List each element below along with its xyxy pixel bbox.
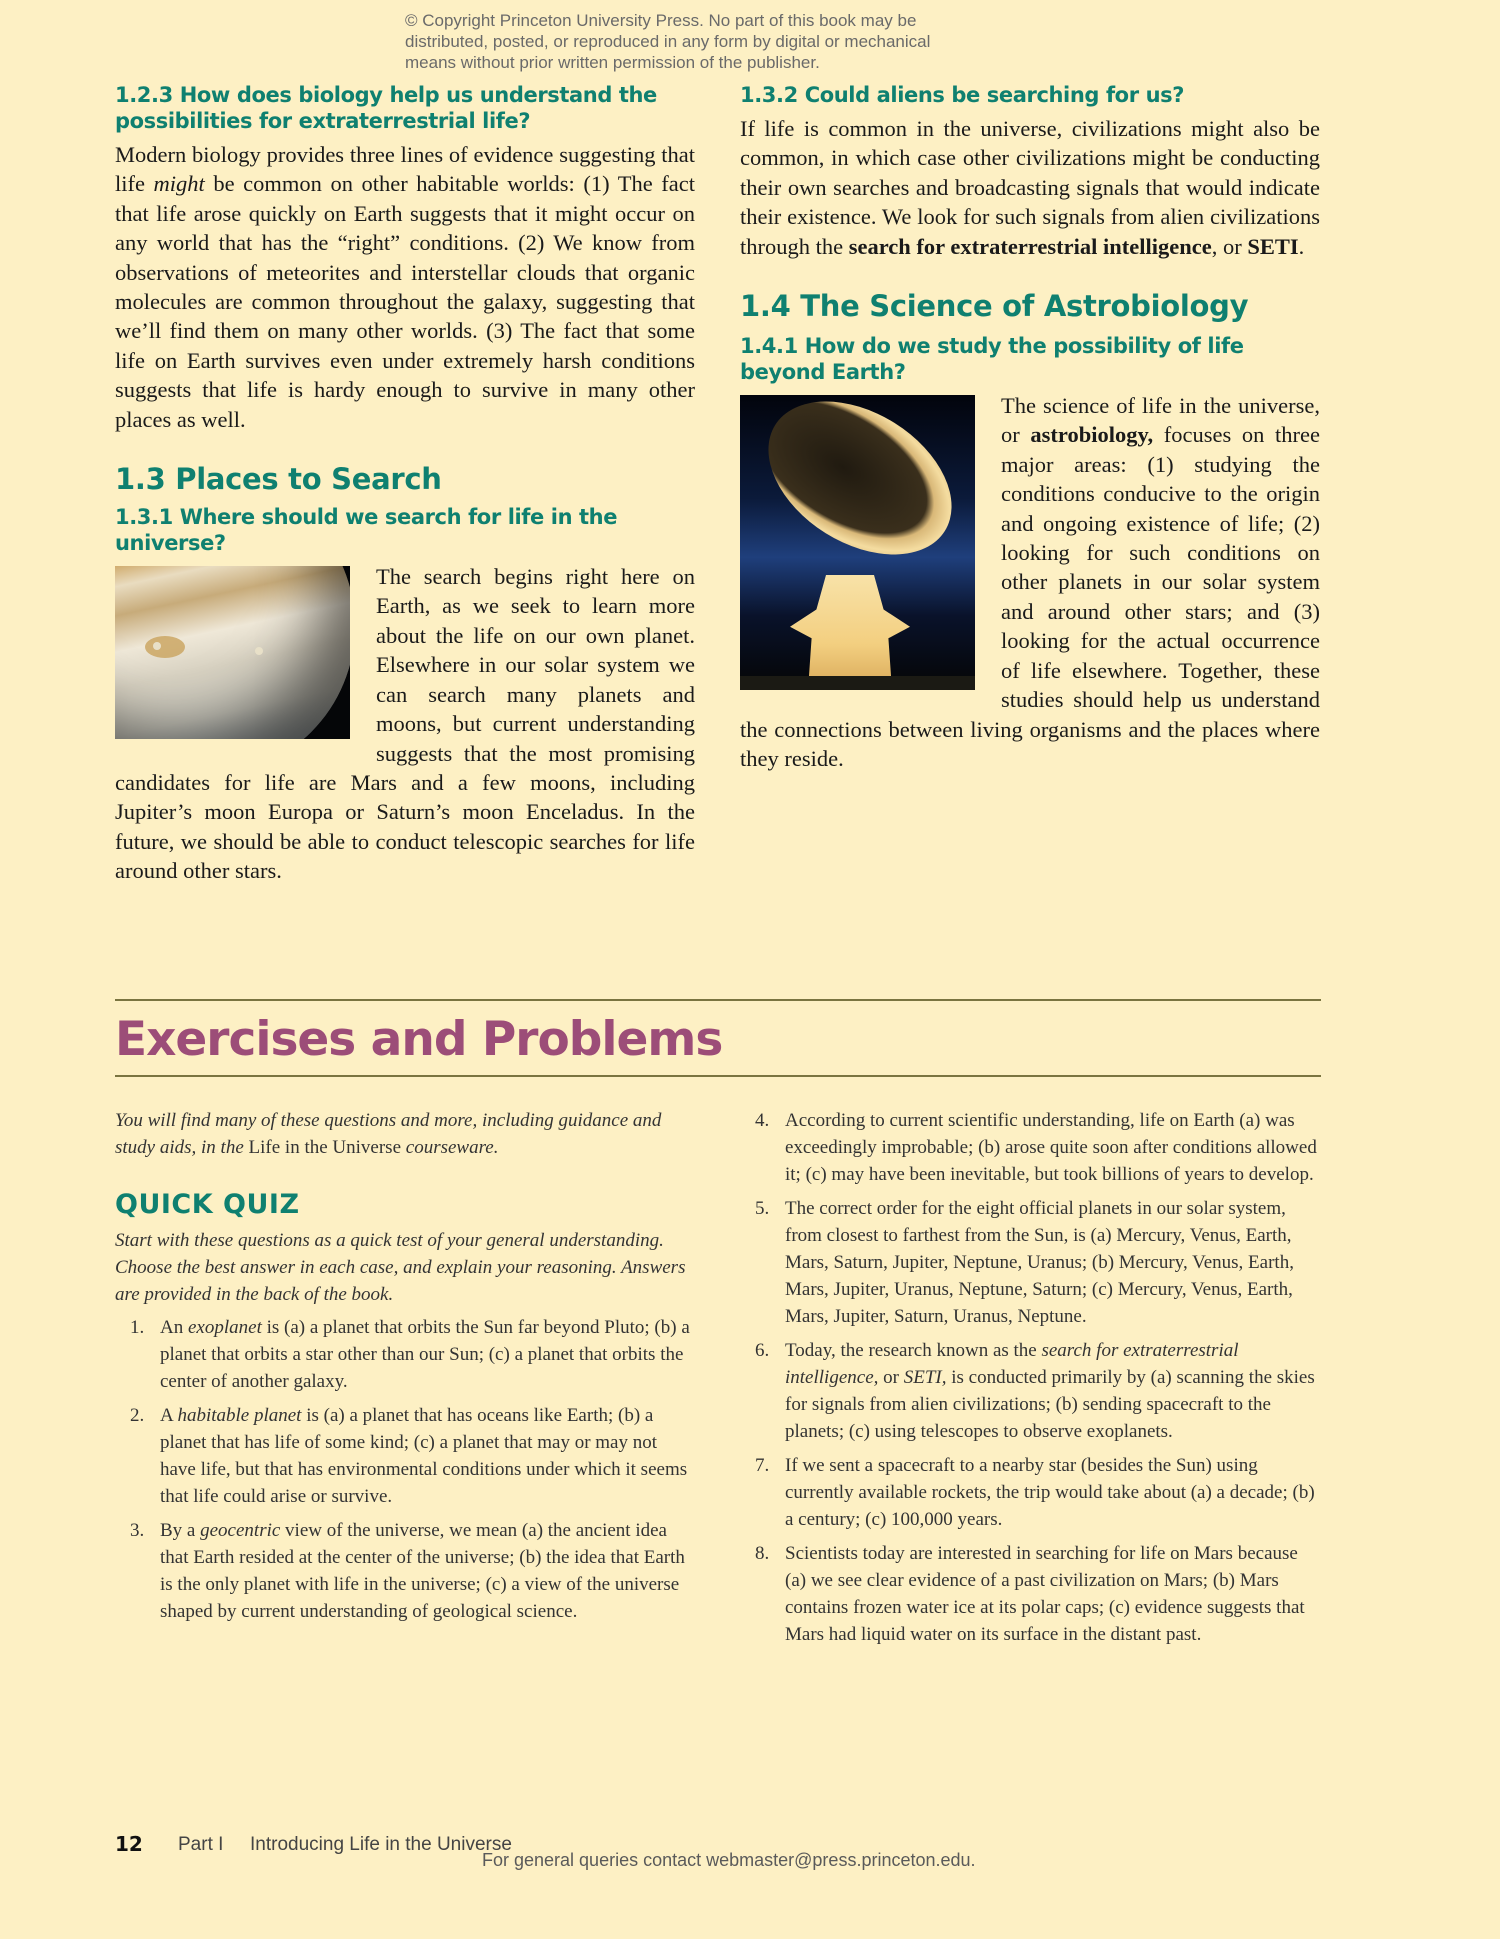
- text-run: The science of life in the universe, or: [1001, 393, 1320, 448]
- jupiter-image: [115, 566, 350, 739]
- term: SETI,: [903, 1367, 947, 1388]
- section-heading-1-2-3: 1.2.3 How does biology help us understand the possibilities for extraterrestrial life?: [115, 83, 657, 133]
- ground: [740, 676, 975, 690]
- text-run: Today, the research known as the: [785, 1340, 1042, 1361]
- divider-top: [115, 999, 1321, 1001]
- text-run: An: [160, 1317, 188, 1338]
- text-run: , or: [1211, 233, 1248, 259]
- radio-telescope-image: [740, 395, 975, 690]
- text-run: If life is common in the universe, civilizations might also be common, in which case other civilizations might be conducting their own searches and broadcasting signals that would indicate their existence. We look for such signals from alien civilizations through the: [740, 116, 1320, 259]
- term: habitable planet: [177, 1405, 302, 1426]
- dish-bowl: [741, 395, 975, 586]
- text-run: .: [1298, 233, 1305, 259]
- emphasis: might: [153, 171, 205, 197]
- term: search for extraterrestrial intelligence,: [785, 1340, 1239, 1388]
- text-run: Modern biology provides three lines of evidence suggesting that life: [115, 142, 695, 197]
- courseware-title: Life in the Universe: [248, 1137, 402, 1158]
- great-red-spot: [145, 636, 185, 658]
- text-run: According to current scientific understanding, life on Earth (a) was exceedingly improbable; (b) arose quite soon after conditions allowed it; (c) may have been inevitable, but took billions of years to develop.: [785, 1110, 1317, 1185]
- copyright-line: means without prior written permission of the publisher.: [405, 53, 820, 72]
- key-term: search for extraterrestrial intelligence: [848, 233, 1212, 259]
- quiz-question: [740, 1107, 1320, 1188]
- section-heading-1-4-1: 1.4.1 How do we study the possibility of life beyond Earth?: [740, 334, 1244, 385]
- exercises-right-column: [740, 1107, 1320, 1655]
- exercises-left-column: [115, 1107, 695, 1632]
- question-number: 3.: [130, 1520, 145, 1541]
- text-run: or: [878, 1367, 904, 1388]
- page-number: 12: [115, 1832, 143, 1856]
- moon-dot: [153, 642, 161, 650]
- quiz-question: [740, 1195, 1320, 1330]
- question-number: 7.: [755, 1455, 770, 1476]
- key-term: SETI: [1247, 233, 1299, 259]
- term: geocentric: [200, 1520, 281, 1541]
- section-body: [115, 562, 695, 885]
- text-run: You will find many of these questions and more, including guidance and study aids, in the: [115, 1110, 662, 1158]
- moon-dot: [255, 647, 263, 655]
- section-body: [740, 391, 1320, 773]
- text-run: By a: [160, 1520, 201, 1541]
- quiz-question: [115, 1402, 695, 1510]
- copyright-line: © Copyright Princeton University Press. No part of this book may be: [405, 11, 917, 30]
- quiz-question: [115, 1517, 695, 1625]
- quick-quiz-intro: Start with these questions as a quick test of your general understanding. Choose the best answer in each case, and explain your reasoning. Answers are provided in the back of the book.: [115, 1230, 686, 1305]
- text-run: A: [160, 1405, 178, 1426]
- text-run: Scientists today are interested in searching for life on Mars because (a) we see clear evidence of a past civilization on Mars; (b) Mars contains frozen water ice at its polar caps; (c) evidence suggests that Mars had liquid water on its surface in the distant past.: [785, 1543, 1305, 1645]
- section-paragraph: [115, 140, 695, 434]
- quiz-question: [740, 1540, 1320, 1648]
- key-term: astrobiology,: [1030, 422, 1154, 448]
- quick-quiz-heading: QUICK QUIZ: [115, 1189, 300, 1220]
- left-column: [115, 82, 695, 886]
- quiz-question: [740, 1452, 1320, 1533]
- quiz-list-right: [740, 1107, 1320, 1648]
- part-word: Part: [178, 1834, 213, 1855]
- quiz-list-left: [115, 1314, 695, 1625]
- text-run: If we sent a spacecraft to a nearby star (besides the Sun) using currently available rockets, the trip would take about (a) a decade; (b) a century; (c) 100,000 years.: [785, 1455, 1315, 1530]
- question-number: 6.: [755, 1340, 770, 1361]
- copyright-notice: [405, 10, 1045, 73]
- text-run: is (a) a planet that has oceans like Earth; (b) a planet that has life of some kind; (c) a planet that may or may not have life, but that has environmental conditions under which it seems that life could arise or survive.: [160, 1405, 688, 1507]
- divider-bottom: [115, 1075, 1321, 1077]
- text-run: The correct order for the eight official planets in our solar system, from closest to farthest from the Sun, is (a) Mercury, Venus, Earth, Mars, Saturn, Jupiter, Neptune, Uranus; (b) Mercury, Venus, Earth, Mars, Jupiter, Uranus, Neptune, Saturn; (c) Mercury, Venus, Earth, Mars, Jupiter, Saturn, Uranus, Neptune.: [785, 1198, 1294, 1327]
- section-heading-1-4: 1.4 The Science of Astrobiology: [740, 289, 1249, 324]
- question-number: 2.: [130, 1405, 145, 1426]
- part-numeral: I: [218, 1834, 224, 1855]
- part-title: Introducing Life in the Universe: [250, 1834, 512, 1855]
- part-label: [178, 1834, 223, 1856]
- quiz-question: [115, 1314, 695, 1395]
- exercises-title: Exercises and Problems: [115, 1012, 723, 1067]
- question-number: 8.: [755, 1543, 770, 1564]
- section-heading-1-3-2: 1.3.2 Could aliens be searching for us?: [740, 83, 1185, 107]
- question-number: 4.: [755, 1110, 770, 1131]
- text-run: is (a) a planet that orbits the Sun far beyond Pluto; (b) a planet that orbits a star other than our Sun; (c) a planet that orbits the center of another galaxy.: [160, 1317, 690, 1392]
- section-paragraph: [740, 114, 1320, 261]
- term: exoplanet: [187, 1317, 262, 1338]
- text-run: be common on other habitable worlds: (1) The fact that life arose quickly on Earth suggests that it might occur on any world that has the “right” conditions. (2) We know from observations of meteorites and interstellar clouds that organic molecules are common throughout the galaxy, suggesting that we’ll find them on many other worlds. (3) The fact that some life on Earth survives even under extremely harsh conditions suggests that life is hardy enough to survive in many other places as well.: [115, 171, 696, 432]
- copyright-line: distributed, posted, or reproduced in any form by digital or mechanical: [405, 32, 931, 51]
- quiz-question: [740, 1337, 1320, 1445]
- question-number: 5.: [755, 1198, 770, 1219]
- section-heading-1-3-1: 1.3.1 Where should we search for life in the universe?: [115, 505, 618, 556]
- section-paragraph: The search begins right here on Earth, as we seek to learn more about the life on our own planet. Elsewhere in our solar system we can search many planets and moons, but current understanding suggests that the most promising candidates for life are Mars and a few moons, including Jupiter’s moon Europa or Saturn’s moon Enceladus. In the future, we should be able to conduct telescopic searches for life around other stars.: [115, 564, 695, 884]
- exercises-intro: [115, 1107, 695, 1161]
- right-column: [740, 82, 1320, 773]
- text-run: focuses on three major areas: (1) studying the conditions conducive to the origin and ongoing existence of life; (2) looking for such conditions on other planets in our solar system and around other stars; and (3) looking for the actual occurrence of life elsewhere. Together, these studies should help us understand the connections between living organisms and the places where they reside.: [740, 422, 1320, 771]
- section-heading-1-3: 1.3 Places to Search: [115, 462, 442, 497]
- text-run: view of the universe, we mean (a) the ancient idea that Earth resided at the center of the universe; (b) the idea that Earth is the only planet with life in the universe; (c) a view of the universe shaped by current understanding of geological science.: [160, 1520, 685, 1622]
- dish-pedestal: [790, 575, 910, 690]
- text-run: is conducted primarily by (a) scanning the skies for signals from alien civilizations; (b) sending spacecraft to the planets; (c) using telescopes to observe exoplanets.: [785, 1367, 1315, 1442]
- question-number: 1.: [130, 1317, 145, 1338]
- text-run: courseware.: [401, 1137, 499, 1158]
- contact-notice: For general queries contact webmaster@press.princeton.edu.: [482, 1850, 976, 1870]
